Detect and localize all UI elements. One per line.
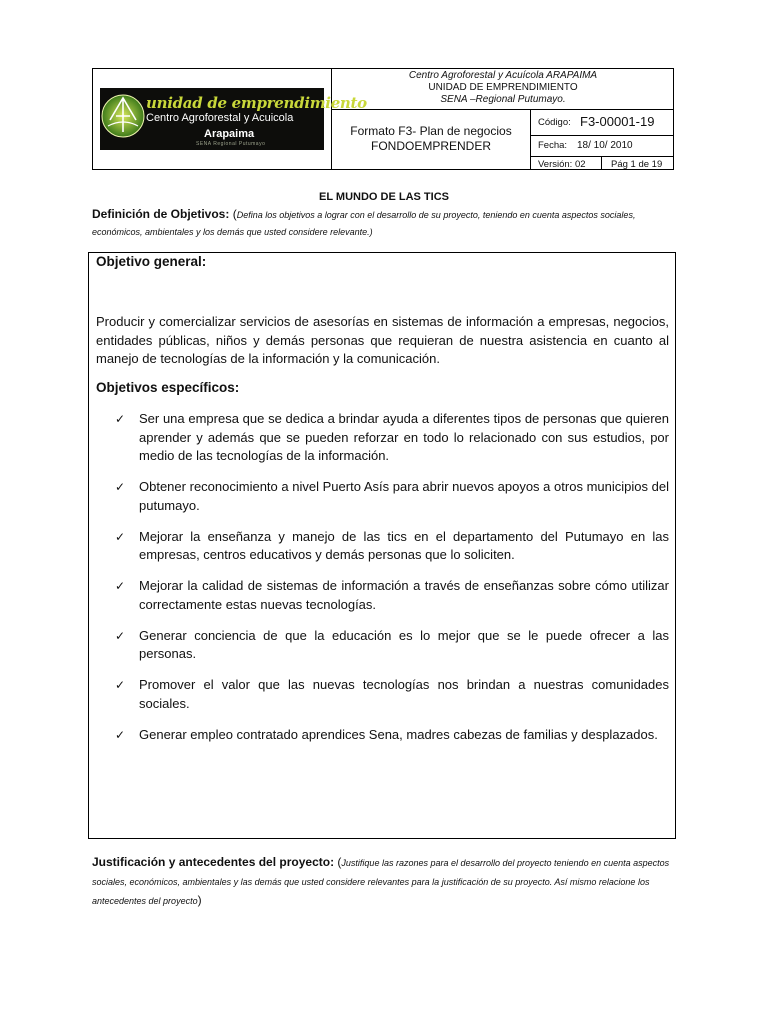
check-icon: ✓ [115, 628, 126, 643]
definition-objectives [92, 206, 682, 240]
format-name: Formato F3- Plan de negocios [350, 124, 512, 138]
list-item-text: Mejorar la calidad de sistemas de información a través de enseñanzas sobre cómo utilizar correctamente estas nuevas tecnologías. [139, 578, 669, 612]
definition-open: ( [229, 207, 237, 221]
check-icon: ✓ [115, 412, 126, 426]
check-icon: ✓ [115, 579, 126, 593]
org-name: Centro Agroforestal y Acuícola ARAPAIMA [408, 70, 598, 81]
header-divider [530, 109, 531, 170]
list-item-text: Promover el valor que las nuevas tecnologías nos brindan a nuestras comunidades sociales. [139, 677, 669, 711]
list-item-text: Generar empleo contratado aprendices Sena, madres cabezas de familias y desplazados. [139, 726, 658, 742]
check-icon: ✓ [115, 678, 126, 692]
document-title: EL MUNDO DE LAS TICS [319, 191, 449, 203]
objetivo-general-text: Producir y comercializar servicios de asesorías en sistemas de información a empresas, negocios, entidades públicas, niños y demás personas que requieran de nuestra asistencia en cuanto al manejo de tecnologías de la información y la comunicación. [96, 314, 669, 366]
codigo-value: F3-00001-19 [580, 114, 655, 129]
list-item [112, 577, 669, 614]
objetivos-especificos-title: Objetivos específicos: [96, 380, 240, 395]
justification-close: ) [197, 893, 202, 907]
list-item [112, 676, 669, 713]
definition-label: Definición de Objetivos: [92, 207, 230, 221]
header-divider [530, 135, 674, 136]
logo-brand: Arapaima [204, 128, 255, 140]
codigo-label: Código: [538, 117, 571, 128]
check-icon: ✓ [115, 480, 126, 494]
logo-title: unidad de emprendimiento [146, 94, 367, 112]
list-item [112, 478, 669, 515]
justification-text: Justifique las razones para el desarrollo del proyecto teniendo en cuenta aspectos sociales, económicos, ambientales y las demás que usted considere relevantes para la justificación de su proyecto. Así mismo relacione los antecedentes del proyecto [92, 858, 670, 906]
logo-tagline: SENA Regional Putumayo [196, 141, 266, 147]
header-divider [530, 156, 674, 157]
logo-subtitle: Centro Agroforestal y Acuicola [146, 112, 294, 124]
header-divider [601, 156, 602, 170]
justification-label: Justificación y antecedentes del proyecto: [92, 855, 335, 869]
list-item [112, 528, 669, 565]
objetivo-general-title: Objetivo general: [96, 254, 207, 269]
list-item-text: Obtener reconocimiento a nivel Puerto Asís para abrir nuevos apoyos a otros municipios del putumayo. [139, 479, 669, 513]
list-item-text: Generar conciencia de que la educación es lo mejor que se le puede ofrecer a las personas. [139, 627, 669, 661]
check-icon: ✓ [115, 529, 126, 544]
org-unit: UNIDAD DE EMPRENDIMIENTO [428, 82, 578, 93]
logo [100, 88, 367, 150]
definition-text: Defina los objetivos a lograr con el desarrollo de su proyecto, teniendo en cuenta aspectos sociales, económicos, ambientales y los demás que usted considere relevante.) [92, 210, 636, 237]
list-item-text: Mejorar la enseñanza y manejo de las tics en el departamento del Putumayo en las empresas, centros educativos y demás personas que lo soliciten. [139, 528, 669, 562]
format-program: FONDOEMPRENDER [370, 139, 491, 153]
fecha-label: Fecha: [538, 140, 568, 151]
fecha-value: 18/ 10/ 2010 [577, 140, 633, 151]
list-item [112, 726, 669, 745]
version-label: Versión: 02 [538, 159, 586, 170]
org-regional: SENA –Regional Putumayo. [440, 94, 566, 105]
justification-open: ( [334, 855, 342, 869]
header-divider [331, 109, 674, 110]
check-icon: ✓ [115, 727, 126, 742]
list-item [112, 627, 669, 664]
page-number: Pág 1 de 19 [611, 159, 663, 170]
list-item [112, 410, 669, 466]
list-item-text: Ser una empresa que se dedica a brindar ayuda a diferentes tipos de personas que quieren aprender y además que se pueden reforzar en todo lo relacionado con sus estudios, por medio de las tecnologías de la información. [139, 411, 669, 463]
objetivos-especificos-list [112, 410, 669, 757]
justification-section [92, 853, 682, 910]
